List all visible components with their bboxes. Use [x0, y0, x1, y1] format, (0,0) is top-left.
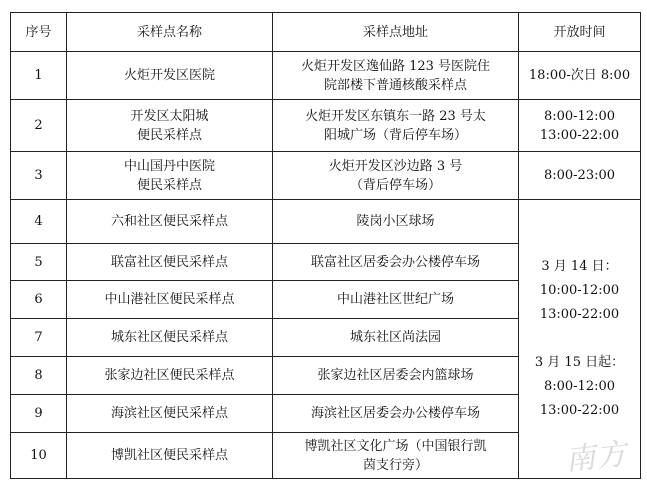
- row-name: 火炬开发区医院: [67, 52, 273, 100]
- table-row: [11, 52, 641, 100]
- table-header-row: [11, 13, 641, 52]
- row-address: 海滨社区居委会办公楼停车场: [273, 395, 519, 433]
- header-no: 序号: [11, 13, 67, 52]
- table-row: [11, 100, 641, 152]
- row-no: 9: [11, 395, 67, 433]
- row-no: 8: [11, 357, 67, 395]
- row-address: 张家边社区居委会内篮球场: [273, 357, 519, 395]
- row-address: 火炬开发区逸仙路 123 号医院住 院部楼下普通核酸采样点: [273, 52, 519, 100]
- row-no: 1: [11, 52, 67, 100]
- row-time: 8:00-23:00: [519, 152, 641, 200]
- sampling-sites-table: [10, 12, 641, 479]
- table-row: [11, 152, 641, 200]
- row-address: 火炬开发区沙边路 3 号 （背后停车场）: [273, 152, 519, 200]
- row-time: 8:00-12:00 13:00-22:00: [519, 100, 641, 152]
- watermark-logo: 南方: [563, 436, 630, 479]
- row-no: 10: [11, 433, 67, 479]
- header-address: 采样点地址: [273, 13, 519, 52]
- row-name: 中山国丹中医院 便民采样点: [67, 152, 273, 200]
- row-name: 联富社区便民采样点: [67, 244, 273, 281]
- row-name: 博凯社区便民采样点: [67, 433, 273, 479]
- header-name: 采样点名称: [67, 13, 273, 52]
- row-no: 6: [11, 281, 67, 319]
- row-address: 博凯社区文化广场（中国银行凯 茵支行旁）: [273, 433, 519, 479]
- row-no: 7: [11, 319, 67, 357]
- table-row: [11, 200, 641, 244]
- row-time: 18:00-次日 8:00: [519, 52, 641, 100]
- row-address: 火炬开发区东镇东一路 23 号太 阳城广场（背后停车场）: [273, 100, 519, 152]
- row-name: 开发区太阳城 便民采样点: [67, 100, 273, 152]
- row-name: 张家边社区便民采样点: [67, 357, 273, 395]
- row-address: 陵岗小区球场: [273, 200, 519, 244]
- shared-time-cell: 3 月 14 日： 10:00-12:00 13:00-22:00 3 月 15 日起： 8:00-12:00 13:00-22:00: [519, 200, 641, 479]
- row-no: 3: [11, 152, 67, 200]
- row-no: 5: [11, 244, 67, 281]
- row-no: 4: [11, 200, 67, 244]
- row-name: 六和社区便民采样点: [67, 200, 273, 244]
- row-address: 城东社区尚法园: [273, 319, 519, 357]
- row-name: 中山港社区便民采样点: [67, 281, 273, 319]
- row-no: 2: [11, 100, 67, 152]
- row-name: 海滨社区便民采样点: [67, 395, 273, 433]
- row-name: 城东社区便民采样点: [67, 319, 273, 357]
- header-time: 开放时间: [519, 13, 641, 52]
- row-address: 联富社区居委会办公楼停车场: [273, 244, 519, 281]
- row-address: 中山港社区世纪广场: [273, 281, 519, 319]
